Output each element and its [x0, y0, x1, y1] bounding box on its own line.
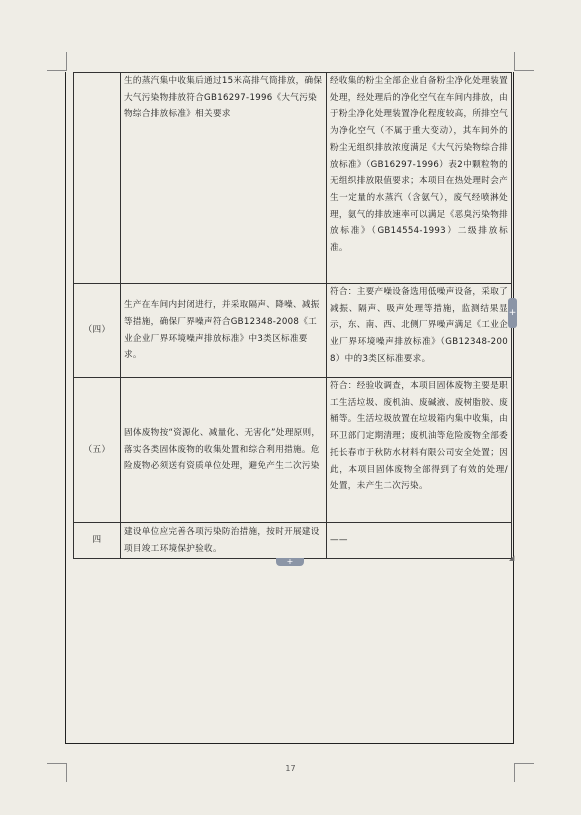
plus-icon[interactable]: + [276, 558, 304, 566]
table-row [74, 378, 512, 523]
crop-mark-top-left [47, 70, 67, 71]
requirement-cell: 建设单位应完善各项污染防治措施，按时开展建设项目竣工环境保护验收。 [121, 523, 327, 559]
plus-icon[interactable]: + [508, 298, 517, 328]
result-cell: 符合：经验收调查，本项目固体废物主要是职工生活垃圾、废机油、废碱液、废树脂胶、废桶等。生活垃圾放置在垃圾箱内集中收集，由环卫部门定期清理；废机油等危险废物全部委托长春市于秋防水材料有限公司安全处置；因此，本项目固体废物全部得到了有效的处理/处置，未产生二次污染。 [327, 378, 512, 523]
row-number: （四） [74, 284, 121, 378]
compliance-table [73, 72, 512, 559]
result-cell: 经收集的粉尘全部企业自备粉尘净化处理装置处理，经处理后的净化空气在车间内排放，由于粉尘净化处理装置净化程度较高，所排空气为净化空气（不属于重大变动），其车间外的粉尘无组织排放浓度满足《大气污染物综合排放标准》（GB16297-1996）表2中颗粒物的无组织排放限值要求；本项目在热处理时会产生一定量的水蒸汽（含氨气），废气经喷淋处理，氨气的排放速率可以满足《恶臭污染物排放标准》（GB14554-1993）二级排放标准。 [327, 73, 512, 284]
requirement-cell: 生产在车间内封闭进行，并采取隔声、降噪、减振等措施，确保厂界噪声符合GB12348-2008《工业企业厂界环境噪声排放标准》中3类区标准要求。 [121, 284, 327, 378]
row-number: （五） [74, 378, 121, 523]
crop-mark-top-right [514, 70, 534, 71]
page-number: 17 [285, 764, 296, 773]
row-number [74, 73, 121, 284]
result-cell: —— [327, 523, 512, 559]
table-row [74, 523, 512, 559]
crop-mark-top-right [514, 52, 515, 71]
table-row [74, 73, 512, 284]
crop-mark-top-left [66, 52, 67, 71]
table-row [74, 284, 512, 378]
requirement-cell: 生的蒸汽集中收集后通过15米高排气筒排放，确保大气污染物排放符合GB16297-1996《大气污染物综合排放标准》相关要求 [121, 73, 327, 284]
result-cell: 符合：主要产噪设备选用低噪声设备，采取了减振、隔声、吸声处理等措施，监测结果显示，东、南、西、北侧厂界噪声满足《工业企业厂界环境噪声排放标准》（GB12348-2008）中的3类区标准要求。 [327, 284, 512, 378]
resize-icon[interactable]: ◢ [509, 554, 515, 562]
requirement-cell: 固体废物按“资源化、减量化、无害化”处理原则，落实各类固体废物的收集处置和综合利用措施。危险废物必须送有资质单位处理，避免产生二次污染 [121, 378, 327, 523]
row-number: 四 [74, 523, 121, 559]
